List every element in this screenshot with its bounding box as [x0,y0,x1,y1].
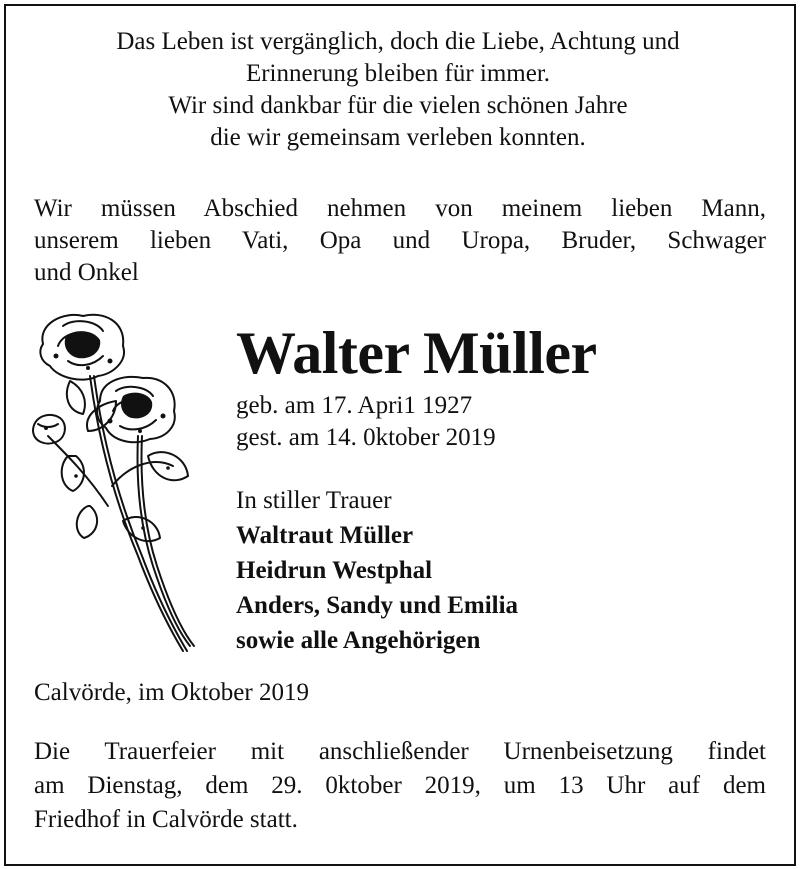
poem-line: Wir sind dankbar für die vielen schönen Jahre [168,92,628,119]
farewell-line: und Onkel [34,259,139,286]
mourning-intro: In stiller Trauer [236,487,392,514]
mourner-name: Anders, Sandy und Emilia [236,592,519,619]
farewell-text [34,193,766,289]
memorial-poem [0,26,796,154]
funeral-line: Die Trauerfeier mit anschließender Urnenbeisetzung findet [34,738,766,765]
mourner-name: sowie alle Angehörigen [236,627,481,654]
mourners-block [236,483,518,658]
life-dates [236,390,496,454]
farewell-line: Wir müssen Abschied nehmen von meinem lieben Mann, [34,195,766,222]
death-date: gest. am 14. 0ktober 2019 [236,424,496,451]
poem-line: Erinnerung bleiben für immer. [245,60,551,87]
mourner-name: Waltraut Müller [236,522,414,549]
farewell-line: unserem lieben Vati, Opa und Uropa, Bruder, Schwager [34,227,766,254]
mourner-name: Heidrun Westphal [236,557,433,584]
funeral-line: Friedhof in Calvörde statt. [34,806,298,833]
funeral-line: am Dienstag, dem 29. 0ktober 2019, um 13 Uhr auf dem [34,772,766,799]
place-date: Calvörde, im Oktober 2019 [34,679,309,706]
deceased-name: Walter Müller [236,320,597,386]
funeral-notice [34,735,766,837]
birth-date: geb. am 17. Apri1 1927 [236,392,473,419]
poem-line: Das Leben ist vergänglich, doch die Liebe, Achtung und [116,28,680,55]
poem-line: die wir gemeinsam verleben konnten. [210,124,586,151]
roses-icon [28,306,218,661]
